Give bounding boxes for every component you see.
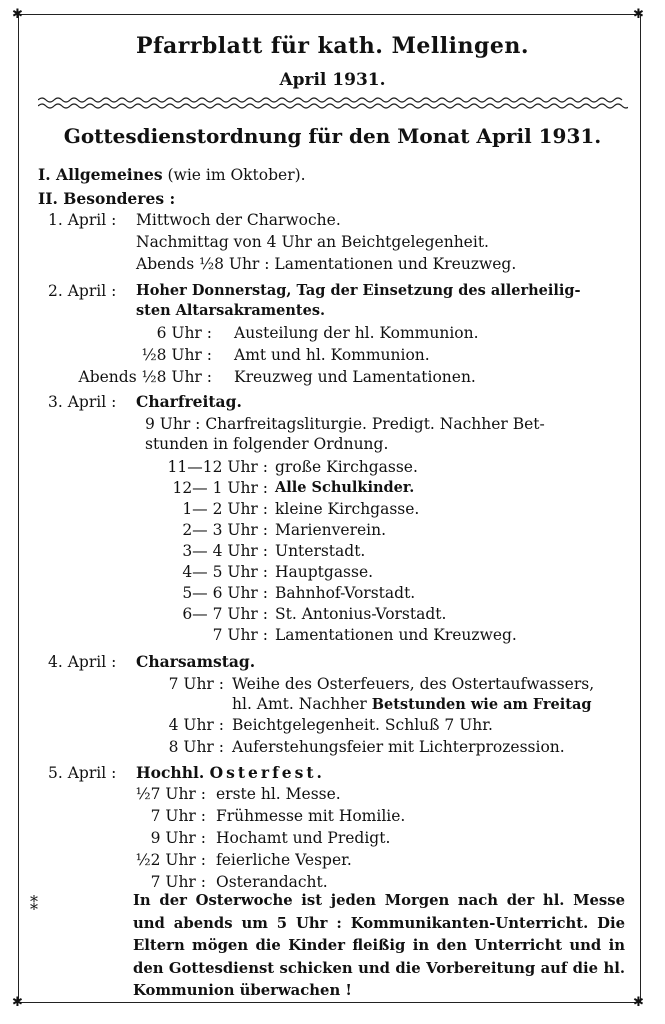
day4-time: 4 Uhr : bbox=[168, 716, 224, 734]
day3-time: 1— 2 Uhr : bbox=[182, 500, 268, 518]
day5-time: 9 Uhr : bbox=[150, 829, 206, 847]
day5-text: erste hl. Messe. bbox=[216, 785, 341, 803]
day5-title bbox=[136, 763, 325, 783]
day3-text: Hauptgasse. bbox=[275, 563, 374, 581]
corner-star-icon: ✱ bbox=[633, 7, 644, 22]
day3-date: 3. April : bbox=[48, 393, 117, 411]
day3-text: Bahnhof-Vorstadt. bbox=[275, 584, 416, 602]
issue-date: April 1931. bbox=[279, 70, 386, 90]
day3-intro: 9 Uhr : Charfreitagsliturgie. Predigt. Nachher Bet- bbox=[145, 415, 545, 433]
section-general-label: I. Allgemeines bbox=[38, 165, 163, 184]
day3-time: 5— 6 Uhr : bbox=[182, 584, 268, 602]
closing-notice: In der Osterwoche ist jeden Morgen nach der hl. Messe und abends um 5 Uhr : Kommunikanten-Unterricht. Die Eltern mögen die Kinder fleißig in den Unterricht und in den Gottesdienst schicken und die Vorbereitung auf die hl. Kommunion überwachen ! bbox=[133, 892, 625, 999]
day4-text: Beichtgelegenheit. Schluß 7 Uhr. bbox=[232, 716, 493, 734]
day1-date: 1. April : bbox=[48, 211, 117, 229]
schedule-heading: Gottesdienstordnung für den Monat April 1931. bbox=[63, 124, 602, 148]
wavy-divider bbox=[38, 96, 628, 110]
day5-text: Hochamt und Predigt. bbox=[216, 829, 391, 847]
day2-time: 6 Uhr : bbox=[156, 324, 212, 342]
day2-text: Austeilung der hl. Kommunion. bbox=[234, 324, 479, 342]
day5-time: 7 Uhr : bbox=[150, 807, 206, 825]
day5-text: feierliche Vesper. bbox=[216, 851, 352, 869]
section-general bbox=[38, 165, 306, 185]
day3-text: St. Antonius-Vorstadt. bbox=[275, 605, 447, 623]
day3-text: kleine Kirchgasse. bbox=[275, 500, 420, 518]
day4-text-cont bbox=[232, 694, 592, 715]
day4-text-bold: Betstunden wie am Freitag bbox=[371, 696, 592, 713]
day5-time: ½2 Uhr : bbox=[135, 851, 206, 869]
top-border bbox=[18, 14, 641, 15]
day2-time: Abends ½8 Uhr : bbox=[78, 368, 212, 386]
section-general-note: (wie im Oktober). bbox=[167, 166, 306, 184]
ornament-mark-icon: ⁑ bbox=[30, 895, 38, 914]
day3-time: 4— 5 Uhr : bbox=[182, 563, 268, 581]
day4-title: Charsamstag. bbox=[136, 652, 256, 671]
day4-text: Auferstehungsfeier mit Lichterprozession. bbox=[232, 738, 565, 756]
day3-time: 11—12 Uhr : bbox=[167, 458, 268, 476]
corner-star-icon: ✱ bbox=[633, 995, 644, 1010]
day4-time: 7 Uhr : bbox=[168, 675, 224, 693]
day5-text: Frühmesse mit Homilie. bbox=[216, 807, 406, 825]
day5-time: 7 Uhr : bbox=[150, 873, 206, 891]
day5-title-a: Hochhl. bbox=[136, 763, 205, 782]
day3-text: Lamentationen und Kreuzweg. bbox=[275, 626, 517, 644]
day4-text-plain: hl. Amt. Nachher bbox=[232, 695, 367, 713]
day2-text: Amt und hl. Kommunion. bbox=[234, 346, 430, 364]
day3-time: 2— 3 Uhr : bbox=[182, 521, 268, 539]
day3-time: 6— 7 Uhr : bbox=[182, 605, 268, 623]
day3-time: 12— 1 Uhr : bbox=[172, 479, 268, 497]
day4-text: Weihe des Osterfeuers, des Ostertaufwassers, bbox=[232, 675, 595, 693]
day2-time: ½8 Uhr : bbox=[141, 346, 212, 364]
day3-text: Alle Schulkinder. bbox=[275, 479, 415, 496]
corner-star-icon: ✱ bbox=[12, 7, 23, 22]
day2-date: 2. April : bbox=[48, 282, 117, 300]
day3-intro: stunden in folgender Ordnung. bbox=[145, 435, 389, 453]
day3-title: Charfreitag. bbox=[136, 392, 242, 411]
day3-text: Marienverein. bbox=[275, 521, 387, 539]
day4-time: 8 Uhr : bbox=[168, 738, 224, 756]
day2-title: Hoher Donnerstag, Tag der Einsetzung des allerheilig- bbox=[136, 282, 581, 299]
day5-text: Osterandacht. bbox=[216, 873, 328, 891]
day5-time: ½7 Uhr : bbox=[135, 785, 206, 803]
section-special-label: II. Besonderes : bbox=[38, 189, 176, 208]
day5-date: 5. April : bbox=[48, 764, 117, 782]
day2-text: Kreuzweg und Lamentationen. bbox=[234, 368, 476, 386]
corner-star-icon: ✱ bbox=[12, 995, 23, 1010]
page-title: Pfarrblatt für kath. Mellingen. bbox=[135, 33, 530, 59]
day3-text: große Kirchgasse. bbox=[275, 458, 418, 476]
day3-time: 7 Uhr : bbox=[212, 626, 268, 644]
day3-time: 3— 4 Uhr : bbox=[182, 542, 268, 560]
day3-text: Unterstadt. bbox=[275, 542, 366, 560]
day1-line: Nachmittag von 4 Uhr an Beichtgelegenheit. bbox=[136, 233, 489, 251]
day1-line: Abends ½8 Uhr : Lamentationen und Kreuzweg. bbox=[136, 255, 517, 273]
day4-date: 4. April : bbox=[48, 653, 117, 671]
day2-title: sten Altarsakramentes. bbox=[136, 302, 326, 319]
day1-line: Mittwoch der Charwoche. bbox=[136, 211, 341, 229]
day5-title-b: Osterfest. bbox=[209, 763, 325, 782]
